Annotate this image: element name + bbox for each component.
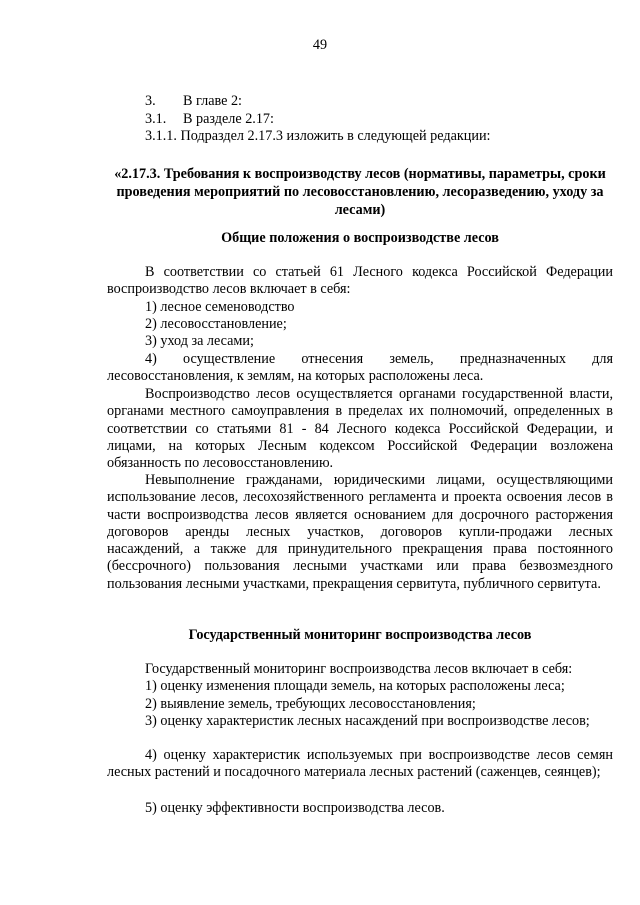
list-item: 1) оценку изменения площади земель, на которых расположены леса;: [145, 678, 565, 694]
list-item: 3. В главе 2:: [145, 93, 242, 109]
paragraph: Государственный мониторинг воспроизводства лесов включает в себя:: [145, 661, 573, 677]
paragraph: 4) оценку характеристик используемых при воспроизводстве лесов семян лесных растений и посадочного материала лесных растений (саженцев, сеянцев);: [107, 747, 613, 781]
section-heading: Общие положения о воспроизводстве лесов: [221, 230, 499, 246]
list-item: 2) лесовосстановление;: [145, 316, 287, 332]
list-item: 3) уход за лесами;: [145, 333, 254, 349]
list-item: 3.1. В разделе 2.17:: [145, 111, 274, 127]
paragraph: 3) оценку характеристик лесных насаждений при воспроизводстве лесов;: [145, 713, 590, 729]
list-item: 1) лесное семеноводство: [145, 299, 295, 315]
list-item: 2) выявление земель, требующих лесовосстановления;: [145, 696, 476, 712]
paragraph: 4) осуществление отнесения земель, предназначенных для лесовосстановления, к землям, на которых расположены леса.: [107, 351, 613, 385]
list-item: 3.1.1. Подраздел 2.17.3 изложить в следующей редакции:: [145, 128, 491, 144]
paragraph: В соответствии со статьей 61 Лесного кодекса Российской Федерации воспроизводство лесов включает в себя:: [107, 264, 613, 298]
paragraph: Невыполнение гражданами, юридическими лицами, осуществляющими использование лесов, лесохозяйственного регламента и проекта освоения лесов в части воспроизводства лесов является основанием для досрочного расторжения договоров аренды лесных участков, договоров купли-продажи лесных насаждений, а также для принудительного прекращения права постоянного (бессрочного) пользования лесными участками или права безвозмездного пользования лесными участками, прекращения сервитута, публичного сервитута.: [107, 472, 613, 592]
page-number: 49: [312, 37, 328, 53]
section-title: «2.17.3. Требования к воспроизводству лесов (нормативы, параметры, сроки проведения мероприятий по лесовосстановлению, лесоразведению, уходу за лесами): [114, 166, 606, 218]
paragraph: Воспроизводство лесов осуществляется органами государственной власти, органами местного самоуправления в пределах их полномочий, определенных в соответствии со статьями 81 - 84 Лесного кодекса Российской Федерации, и лицами, на которых Лесным кодексом Российской Федерации возложена обязанность по лесовосстановлению.: [107, 386, 613, 472]
section-heading: Государственный мониторинг воспроизводства лесов: [188, 627, 532, 643]
list-item: 5) оценку эффективности воспроизводства лесов.: [145, 800, 445, 816]
